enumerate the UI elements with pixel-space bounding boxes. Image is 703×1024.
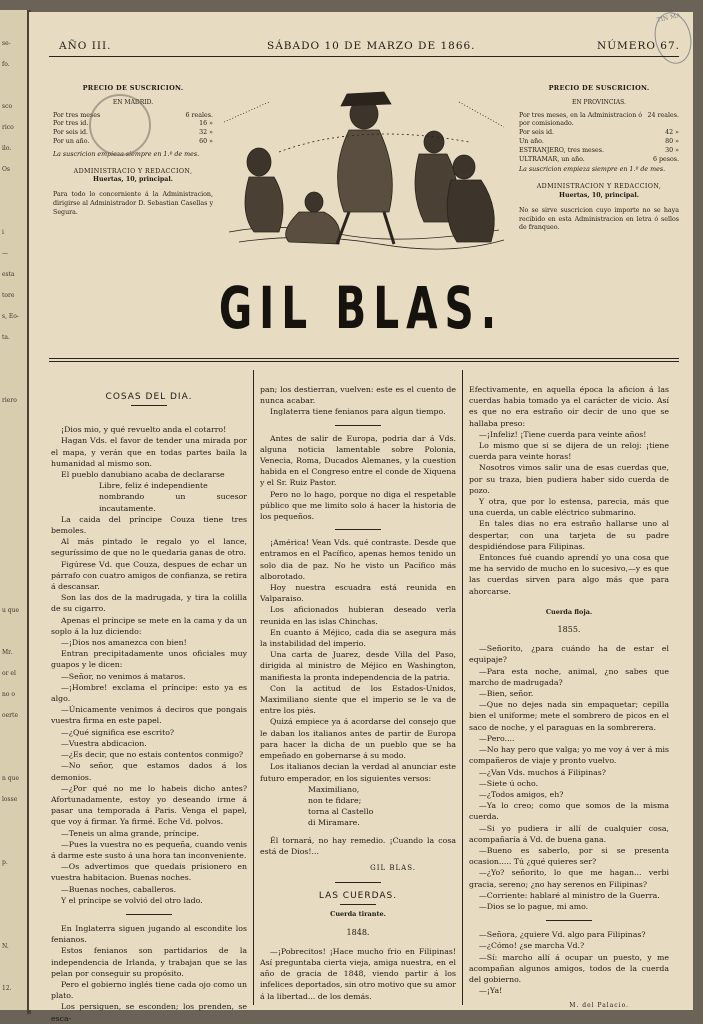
year-1848: 1848.: [346, 927, 370, 937]
facing-page-fragment: oerte: [2, 712, 18, 719]
column-2: [260, 384, 456, 1002]
article-paragraph: —¡Dios nos amanezca con bien!: [61, 638, 187, 648]
article-paragraph: —No señor, que estamos dados á los demonios.: [51, 761, 247, 782]
subscription-right-address: Huertas, 10, principal.: [559, 191, 639, 199]
facing-page-fragment: ta.: [2, 334, 10, 341]
dialogue-line: —¿Cómo! ¿se marcha Vd.?: [479, 941, 585, 951]
article-paragraph: —Señor, no venimos á mataros.: [61, 671, 186, 681]
price-value: 80 »: [665, 137, 679, 145]
subscription-right: [519, 84, 679, 233]
price-value: 24 reales.: [647, 111, 679, 119]
subscription-left-region: EN MADRID.: [112, 98, 154, 106]
dialogue-line: —Siete ú ocho.: [479, 778, 539, 788]
price-value: 6 reales.: [185, 111, 213, 119]
cuerda-floja-subheading: Cuerda floja.: [545, 607, 593, 616]
price-value: 6 pesos.: [652, 155, 679, 163]
subscription-left-note: La suscricion empieza siempre en 1.º de mes.: [53, 150, 200, 158]
price-label: Por tres meses: [53, 111, 101, 119]
article-paragraph: Hoy nuestra escuadra está reunida en Valparaiso.: [260, 583, 456, 604]
verse-line: torna al Castello: [308, 807, 374, 817]
facing-page-fragment: p.: [2, 859, 8, 866]
subscription-left-address: Huertas, 10, principal.: [93, 176, 173, 184]
facing-page-fragment: ilo.: [2, 145, 12, 152]
stamp-text: TIN MA: [656, 12, 682, 24]
facing-page-fragment: or el: [2, 670, 16, 677]
price-row: [519, 138, 679, 147]
price-value: 42 »: [665, 129, 679, 137]
verse-line: Maximiliano,: [308, 784, 360, 794]
price-label: Por seis id.: [53, 129, 89, 137]
column-3: [469, 384, 669, 1012]
price-value: 30 »: [665, 146, 679, 154]
dialogue-line: —Sí: marcho allí á ocupar un puesto, y me acompañan algunos amigos, todos de la cuerda del gobierno.: [469, 952, 669, 984]
dialogue-line: —Bien, señor.: [479, 689, 534, 699]
article-paragraph: ¡Dios mio, y qué revuelto anda el cotarro!: [61, 425, 227, 435]
year-label: AÑO III.: [59, 40, 112, 52]
subscription-right-note: La suscricion empieza siempre en 1.º de mes.: [519, 166, 666, 174]
facing-page-fragment: 12.: [2, 985, 12, 992]
dialogue-line: —Pero....: [479, 733, 515, 743]
facing-page-fragment: n que: [2, 775, 20, 782]
price-label: Por tres meses, en la Administracion ó por comisionado.: [519, 111, 643, 128]
column-rule-1: [253, 370, 254, 1005]
article-paragraph: Estos fenianos son partidarios de la independencia de Irlanda, y trabajan que se las pelan por conseguir su propósito.: [51, 946, 247, 978]
facing-page-fragment: rico: [2, 124, 14, 131]
price-label: ESTRANJERO, tres meses.: [519, 146, 604, 154]
masthead-rule-2: [49, 361, 679, 362]
article-paragraph: Los italianos decian la verdad al anunciar este futuro emperador, en los siguientes versos:: [260, 762, 456, 783]
article-paragraph: Una carta de Juarez, desde Villa del Paso, dirigida al ministro de Méjico en Washington, manifiesta la pronta independencia de la patria.: [260, 650, 456, 682]
article-paragraph: —Únicamente venimos á deciros que pongais vuestra firma en este papel.: [51, 705, 247, 726]
price-label: ULTRAMAR, un año.: [519, 155, 585, 163]
article-paragraph: —¿Qué significa ese escrito?: [61, 727, 175, 737]
article-paragraph: —Teneis un alma grande, príncipe.: [61, 828, 199, 838]
column-rule-2: [462, 370, 463, 1005]
masthead-title: GIL BLAS.: [218, 274, 504, 342]
article-paragraph: Los aficionados hubieran deseado verla reunida en las islas Chinchas.: [260, 605, 456, 626]
section-separator: [335, 425, 381, 426]
article-paragraph: Los persiguen, se esconden; los prenden, se esca-: [51, 1002, 247, 1023]
issue-number: NÚMERO 67.: [597, 40, 681, 52]
article-paragraph: Libre, feliz é independiente: [99, 481, 208, 491]
heading-dash: [131, 405, 167, 406]
price-label: Por seis id.: [519, 129, 555, 137]
article-paragraph: La caida del príncipe Couza tiene tres bemoles.: [51, 514, 247, 536]
article-paragraph: —¿Por qué no me lo habeis dicho antes? Afortunadamente, estoy yo deseando irme á pasar una temporada á Paris. Venga el papel, que voy á firmar. Ya firmé. Eche Vd. polvos.: [51, 783, 247, 827]
dialogue-line: —No hay pero que valga; yo me voy á ver á mis compañeros de viaje y pronto vuelvo.: [469, 745, 669, 766]
newspaper-page: [29, 12, 693, 1023]
price-value: 60 »: [199, 137, 213, 145]
article-paragraph: —Os advertimos que quedais prisionero en vuestra habitacion. Buenas noches.: [51, 862, 247, 883]
price-value: 16 »: [199, 120, 213, 128]
dialogue-line: —Corriente: hablaré al ministro de la Guerra.: [479, 890, 660, 900]
facing-page-fragment: no o: [2, 691, 15, 698]
dialogue-line: —Si yo pudiera ir allí de cualquier cosa, acompañaría á Vd. de buena gana.: [469, 823, 669, 844]
facing-page-fragment: N.: [2, 943, 9, 950]
article-paragraph: Antes de salir de Europa, podria dar á Vds. alguna noticia lamentable sobre Polonia, Venecia, Roma, Ducados Alemanes, y la cuestion habida en el Congreso entre el conde de Xiquena y el Sr. Ruiz Pastor.: [260, 433, 456, 488]
article-paragraph: —Buenas noches, caballeros.: [61, 884, 177, 894]
article-paragraph: Pero el gobierno inglés tiene cada ojo como un plato.: [51, 979, 247, 1001]
article-paragraph: Inglaterra tiene fenianos para algun tiempo.: [270, 407, 446, 417]
article-paragraph: En cuanto á Méjico, cada dia se asegura más la instabilidad del imperio.: [260, 627, 456, 649]
price-row: [519, 147, 679, 156]
subscription-left-title: PRECIO DE SUSCRICION.: [82, 84, 184, 92]
subscription-right-admin: ADMINISTRACION Y REDACCION,: [536, 183, 662, 191]
masthead-rule: [49, 358, 679, 359]
subscription-right-title: PRECIO DE SUSCRICION.: [548, 84, 650, 92]
facing-page-fragment: Mr.: [2, 649, 13, 656]
heading-dash: [340, 904, 376, 905]
article-paragraph: Quizá empiece ya á acordarse del consejo que le daban los italianos antes de partir de Europa para hacer la dicha de un pueblo que se ha empeñado en gobernarse á su modo.: [260, 717, 456, 761]
signature-gil-blas: GIL BLAS.: [370, 863, 416, 872]
dialogue-line: —Dios se lo pague, mi amo.: [479, 901, 589, 911]
article-paragraph: —Pues la vuestra no es pequeña, cuando venis á darme este susto á una hora tan inconveniente.: [51, 839, 247, 860]
article-paragraph: nombrando un sucesor incautamente.: [99, 492, 247, 513]
article-paragraph: Y otra, que por lo estensa, parecia, más que una cuerda, un cable eléctrico submarino.: [469, 497, 669, 518]
subscription-left-admin: ADMINISTRACIO Y REDACCION,: [73, 167, 193, 175]
article-paragraph: —¡Hombre! exclama el príncipe: esto ya es algo.: [51, 682, 247, 704]
price-label: Por un año.: [53, 137, 90, 145]
dialogue-line: —Ya lo creo; como que somos de la misma cuerda.: [469, 801, 669, 822]
article-paragraph: Al más pintado le regalo yo el lance, seguríssimo de que no le quedaria ganas de otro.: [51, 537, 247, 558]
price-row: [519, 112, 679, 130]
dialogue-line: —Señora, ¿quiere Vd. algo para Filipinas?: [479, 930, 646, 940]
dialogue-line: —¿Van Vds. muchos á Filipinas?: [479, 767, 606, 777]
price-row: [519, 129, 679, 138]
article-paragraph: Efectivamente, en aquella época la aficion á las cuerdas habia tomado ya el carácter de vicio. Así es que no era estraño oir decir de uno que se hallaba preso:: [469, 385, 669, 428]
library-stamp: [650, 9, 696, 67]
facing-page-fragment: riero: [2, 397, 17, 404]
las-cuerdas-heading: LAS CUERDAS.: [318, 891, 398, 902]
facing-page-fragment: Os: [2, 166, 10, 173]
facing-page-fragment: esta: [2, 271, 15, 278]
article-paragraph: —Vuestra abdicacion.: [61, 738, 147, 748]
price-row: [519, 156, 679, 165]
section-separator: [126, 914, 172, 915]
facing-page-fragment: losse: [2, 796, 18, 803]
article-paragraph: Figúrese Vd. que Couza, despues de echar un párrafo con cuatro amigos de confianza, se retira á descansar.: [51, 559, 247, 592]
article-paragraph: Lo mismo que si se dijera de un reloj: ¡tiene cuerda para veinte horas!: [469, 441, 669, 462]
facing-page-fragment: fo.: [2, 61, 10, 68]
dialogue-line: —¿Yo? señorito, lo que me hagan... verbi gracia, sereno; ¿no hay serenos en Filipinas?: [469, 868, 669, 889]
article-paragraph: Entonces fué cuando aprendí yo una cosa que me ha servido de mucho en lo sucesivo,—y es que las cuerdas sirven para algo más que para ahorcarse.: [469, 553, 669, 596]
article-paragraph: Hagan Vds. el favor de tender una mirada por el mapa, y verán que en todas partes baila la humanidad al mismo son.: [51, 436, 247, 468]
facing-page-fragment: tore: [2, 292, 15, 299]
facing-page-fragment: s, Eo-: [2, 313, 19, 320]
verse-line: non te fidare;: [308, 795, 362, 805]
dialogue-line: —Señorito, ¿para cuándo ha de estar el equipaje?: [469, 644, 669, 665]
article-paragraph: ¡América! Vean Vds. qué contraste. Desde que entramos en el Pacífico, apenas hemos tenido un solo dia de paz. No he visto un Pacífico más alborotado.: [260, 538, 456, 581]
facing-page-fragment: —: [2, 250, 8, 257]
subscription-right-contact: No se sirve suscricion cuyo importe no se haya recibido en esta Administracion en letra ó sellos de franqueo.: [519, 206, 679, 232]
section-separator: [335, 529, 381, 530]
dialogue-line: —Para esta noche, animal, ¿no sabes que marcho de madrugada?: [469, 666, 669, 687]
subscription-right-region: EN PROVINCIAS.: [572, 98, 626, 106]
dialogue-line: —¿Todos amigos, eh?: [479, 789, 564, 799]
dialogue-line: —Bueno es saberlo, por si se presenta ocasion..... Tú ¿qué quieres ser?: [469, 845, 669, 867]
facing-page-fragment: se-: [2, 40, 11, 47]
facing-page-fragment: i: [2, 229, 4, 236]
dialogue-line: —Que no dejes nada sin empaquetar; cepilla bien el uniforme; mete el sombrero de picos en el saco de noche, y el paraguas en la sombrerera.: [469, 700, 669, 732]
article-paragraph: El pueblo danubiano acaba de declararse: [61, 470, 225, 480]
year-1855: 1855.: [557, 625, 581, 635]
article-paragraph: Son las dos de la madrugada, y tira la colilla de su cigarro.: [51, 593, 247, 614]
price-value: 32 »: [199, 129, 213, 137]
cuerda-tirante-subheading: Cuerda tirante.: [330, 910, 386, 919]
verse-line: di Miramare.: [308, 818, 360, 828]
header-rule: [49, 56, 679, 57]
facing-page-fragment: u que: [2, 607, 20, 614]
article-paragraph: —¡Infeliz! ¡Tiene cuerda para veinte años!: [479, 429, 647, 439]
cosas-del-dia-heading: COSAS DEL DIA.: [105, 392, 193, 402]
article-paragraph: Y el príncipe se volvió del otro lado.: [61, 895, 203, 905]
facing-page-edge: [0, 10, 29, 1010]
article-paragraph: Él tornará, no hay remedio. ¡Cuando la cosa está de Dios!...: [260, 835, 456, 856]
subscription-left-contact: Para todo lo concerniente á la Administracion, dirigirse al Administrador D. Sebastian Casellas y Segura.: [53, 191, 213, 216]
article-paragraph: Pero no lo hago, porque no diga el respetable público que me limito solo á hacer la historia de los pequeños.: [260, 489, 456, 522]
price-label: Un año.: [519, 137, 544, 145]
signature-m-del-palacio: M. del Palacio.: [569, 1002, 629, 1010]
section-separator: [546, 920, 592, 921]
article-paragraph: Nosotros vimos salir una de esas cuerdas que, por su traza, bien pudiera haber sido cuerda de pozo.: [469, 463, 669, 495]
article-paragraph: —¡Pobrecitos! ¡Hace mucho frio en Filipinas! Así preguntaba cierta vieja, amiga nuestra, en el año de gracia de 1848, viendo partir á los infelices deportados, sin otro motivo que su amor á la libertad... de los demás.: [260, 946, 456, 1001]
issue-date: SÁBADO 10 DE MARZO DE 1866.: [267, 40, 476, 52]
column-1: [51, 384, 247, 1024]
masthead-illustration: [219, 82, 509, 252]
article-paragraph: Con la actitud de los Estados-Unidos, Maximiliano siente que el imperio se le va de entre los piés.: [260, 683, 456, 716]
article-paragraph: Entran precipitadamente unos oficiales muy guapos y le dicen:: [51, 649, 247, 670]
article-paragraph: En Inglaterra siguen jugando al escondite los fenianos.: [51, 923, 247, 945]
price-label: Por tres id.: [53, 120, 89, 128]
circular-postmark: [89, 94, 151, 156]
facing-page-fragment: sco: [2, 103, 13, 110]
article-paragraph: pan; los destierran, vuelven: este es el cuento de nunca acabar.: [260, 385, 456, 406]
section-separator: [335, 882, 381, 883]
article-paragraph: En tales dias no era estraño hallarse uno al despertar, con una tarjeta de su padre despidiéndose para Filipinas.: [469, 519, 669, 551]
article-paragraph: —¿Es decir, que no estais contentos conmigo?: [61, 750, 244, 760]
article-paragraph: Apenas el príncipe se mete en la cama y da un soplo á la luz diciendo:: [51, 615, 247, 636]
dialogue-line: —¡Ya!: [479, 986, 503, 996]
